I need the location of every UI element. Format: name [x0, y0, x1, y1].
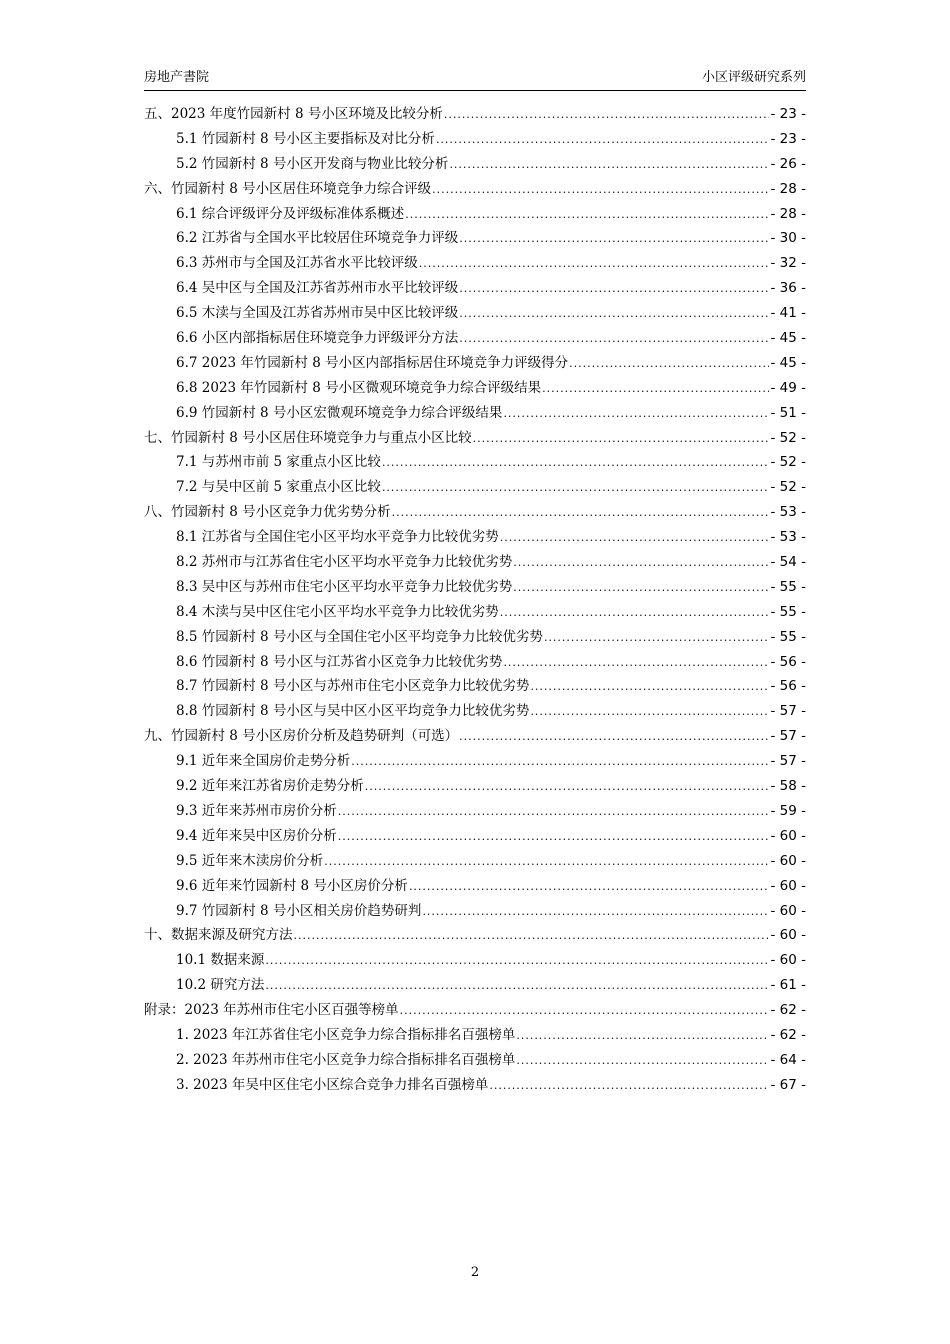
toc-leader-dots [265, 949, 769, 974]
toc-section[interactable] [144, 923, 806, 948]
toc-subsection[interactable] [144, 1048, 806, 1073]
toc-entry-title: 8.1 江苏省与全国住宅小区平均水平竞争力比较优劣势 [176, 529, 499, 546]
toc-entry-page: - 26 - [770, 155, 806, 172]
toc-subsection[interactable] [144, 401, 806, 426]
toc-section[interactable] [144, 998, 806, 1023]
toc-leader-dots [436, 128, 770, 153]
toc-entry-page: - 55 - [770, 578, 806, 595]
toc-subsection[interactable] [144, 948, 806, 973]
toc-leader-dots [409, 875, 770, 900]
toc-section[interactable] [144, 177, 806, 202]
toc-leader-dots [516, 1049, 769, 1074]
toc-entry-title: 6.9 竹园新村 8 号小区宏微观环境竞争力综合评级结果 [176, 404, 503, 421]
toc-entry-page: - 45 - [770, 354, 806, 371]
toc-entry-title: 8.7 竹园新村 8 号小区与苏州市住宅小区竞争力比较优劣势 [176, 678, 530, 695]
toc-section[interactable] [144, 500, 806, 525]
toc-entry-title: 五、2023 年度竹园新村 8 号小区环境及比较分析 [144, 106, 443, 122]
toc-subsection[interactable] [144, 699, 806, 724]
toc-entry-page: - 58 - [770, 778, 806, 795]
toc-entry-page: - 23 - [770, 106, 806, 122]
toc-subsection[interactable] [144, 749, 806, 774]
toc-leader-dots [459, 725, 769, 750]
toc-section[interactable] [144, 102, 806, 127]
toc-subsection[interactable] [144, 650, 806, 675]
toc-entry-page: - 56 - [770, 678, 806, 695]
toc-section[interactable] [144, 426, 806, 451]
toc-entry-page: - 55 - [770, 628, 806, 645]
toc-leader-dots [338, 825, 770, 850]
page-number: 2 [470, 1265, 480, 1280]
toc-entry-title: 10.2 研究方法 [176, 977, 265, 994]
toc-entry-title: 8.3 吴中区与苏州市住宅小区平均水平竞争力比较优劣势 [176, 578, 513, 595]
toc-leader-dots [351, 750, 769, 775]
toc-entry-page: - 45 - [770, 330, 806, 347]
toc-leader-dots [473, 427, 770, 452]
toc-subsection[interactable] [144, 326, 806, 351]
toc-subsection[interactable] [144, 625, 806, 650]
toc-leader-dots [530, 700, 769, 725]
toc-entry-title: 8.8 竹园新村 8 号小区与吴中区小区平均竞争力比较优劣势 [176, 703, 530, 720]
toc-entry-page: - 30 - [770, 230, 806, 247]
toc-subsection[interactable] [144, 973, 806, 998]
toc-entry-page: - 59 - [770, 802, 806, 819]
toc-entry-page: - 54 - [770, 554, 806, 571]
toc-entry-page: - 28 - [770, 205, 806, 222]
toc-leader-dots [265, 974, 769, 999]
toc-entry-page: - 32 - [770, 255, 806, 272]
toc-subsection[interactable] [144, 127, 806, 152]
toc-subsection[interactable] [144, 674, 806, 699]
toc-entry-title: 6.3 苏州市与全国及江苏省水平比较评级 [176, 255, 418, 272]
toc-entry-title: 6.7 2023 年竹园新村 8 号小区内部指标居住环境竞争力评级得分 [176, 354, 569, 371]
toc-entry-page: - 60 - [770, 827, 806, 844]
toc-entry-title: 5.2 竹园新村 8 号小区开发商与物业比较分析 [176, 155, 449, 172]
toc-subsection[interactable] [144, 550, 806, 575]
toc-leader-dots [513, 576, 769, 601]
toc-entry-title: 3. 2023 年吴中区住宅小区综合竞争力排名百强榜单 [176, 1076, 489, 1093]
toc-entry-page: - 52 - [770, 429, 806, 446]
toc-entry-title: 8.5 竹园新村 8 号小区与全国住宅小区平均竞争力比较优劣势 [176, 628, 543, 645]
toc-entry-title: 9.7 竹园新村 8 号小区相关房价趋势研判 [176, 902, 422, 919]
toc-leader-dots [503, 402, 769, 427]
toc-entry-page: - 28 - [770, 180, 806, 197]
table-of-contents [144, 102, 806, 1098]
toc-leader-dots [459, 227, 769, 252]
toc-entry-page: - 53 - [770, 529, 806, 546]
toc-entry-title: 5.1 竹园新村 8 号小区主要指标及对比分析 [176, 130, 435, 147]
page-header [144, 66, 806, 91]
toc-entry-title: 6.1 综合评级评分及评级标准体系概述 [176, 205, 405, 222]
toc-entry-page: - 60 - [770, 952, 806, 969]
toc-entry-title: 2. 2023 年苏州市住宅小区竞争力综合指标排名百强榜单 [176, 1051, 516, 1068]
toc-entry-title: 六、竹园新村 8 号小区居住环境竞争力综合评级 [144, 180, 432, 197]
toc-leader-dots [500, 601, 770, 626]
toc-entry-title: 8.4 木渎与吴中区住宅小区平均水平竞争力比较优劣势 [176, 603, 499, 620]
toc-entry-page: - 23 - [770, 130, 806, 147]
toc-leader-dots [459, 277, 769, 302]
toc-leader-dots [530, 675, 769, 700]
toc-entry-title: 八、竹园新村 8 号小区竞争力优劣势分析 [144, 504, 391, 521]
toc-leader-dots [338, 800, 770, 825]
toc-leader-dots [400, 999, 770, 1024]
toc-subsection[interactable] [144, 774, 806, 799]
toc-entry-page: - 60 - [770, 927, 806, 944]
toc-entry-page: - 57 - [770, 728, 806, 745]
toc-entry-page: - 52 - [770, 479, 806, 496]
toc-leader-dots [449, 153, 769, 178]
toc-leader-dots [382, 476, 770, 501]
toc-subsection[interactable] [144, 1073, 806, 1098]
toc-subsection[interactable] [144, 475, 806, 500]
toc-entry-page: - 57 - [770, 703, 806, 720]
toc-entry-page: - 62 - [770, 1026, 806, 1043]
toc-entry-title: 8.6 竹园新村 8 号小区与江苏省小区竞争力比较优劣势 [176, 653, 503, 670]
toc-leader-dots [382, 451, 770, 476]
toc-entry-page: - 57 - [770, 753, 806, 770]
toc-subsection[interactable] [144, 251, 806, 276]
toc-entry-page: - 55 - [770, 603, 806, 620]
toc-entry-title: 9.1 近年来全国房价走势分析 [176, 753, 351, 770]
toc-subsection[interactable] [144, 874, 806, 899]
toc-leader-dots [516, 1024, 769, 1049]
toc-entry-title: 十、数据来源及研究方法 [144, 927, 293, 944]
toc-subsection[interactable] [144, 301, 806, 326]
toc-leader-dots [294, 924, 770, 949]
toc-entry-title: 6.8 2023 年竹园新村 8 号小区微观环境竞争力综合评级结果 [176, 379, 542, 396]
toc-leader-dots [500, 526, 770, 551]
toc-subsection[interactable] [144, 351, 806, 376]
toc-entry-page: - 49 - [770, 379, 806, 396]
toc-subsection[interactable] [144, 226, 806, 251]
toc-leader-dots [513, 551, 769, 576]
toc-entry-title: 9.3 近年来苏州市房价分析 [176, 802, 337, 819]
toc-entry-title: 1. 2023 年江苏省住宅小区竞争力综合指标排名百强榜单 [176, 1026, 516, 1043]
toc-section[interactable] [144, 724, 806, 749]
toc-entry-title: 10.1 数据来源 [176, 952, 265, 969]
header-publisher: 房地产書院 [144, 70, 210, 85]
toc-entry-title: 8.2 苏州市与江苏省住宅小区平均水平竞争力比较优劣势 [176, 554, 513, 571]
toc-leader-dots [459, 302, 769, 327]
toc-entry-title: 6.6 小区内部指标居住环境竞争力评级评分方法 [176, 330, 459, 347]
toc-entry-page: - 60 - [770, 902, 806, 919]
toc-subsection[interactable] [144, 575, 806, 600]
toc-entry-page: - 51 - [770, 404, 806, 421]
toc-entry-page: - 41 - [770, 305, 806, 322]
toc-entry-title: 9.6 近年来竹园新村 8 号小区房价分析 [176, 877, 408, 894]
toc-leader-dots [324, 850, 769, 875]
toc-leader-dots [432, 178, 769, 203]
toc-entry-title: 7.2 与吴中区前 5 家重点小区比较 [176, 479, 381, 496]
toc-entry-title: 6.2 江苏省与全国水平比较居住环境竞争力评级 [176, 230, 459, 247]
toc-entry-title: 七、竹园新村 8 号小区居住环境竞争力与重点小区比较 [144, 429, 472, 446]
toc-entry-page: - 60 - [770, 852, 806, 869]
toc-leader-dots [489, 1074, 769, 1099]
toc-subsection[interactable] [144, 525, 806, 550]
toc-leader-dots [419, 252, 770, 277]
toc-subsection[interactable] [144, 202, 806, 227]
toc-entry-title: 九、竹园新村 8 号小区房价分析及趋势研判（可选） [144, 728, 459, 745]
toc-subsection[interactable] [144, 600, 806, 625]
toc-entry-page: - 52 - [770, 454, 806, 471]
toc-subsection[interactable] [144, 276, 806, 301]
header-series: 小区评级研究系列 [701, 70, 806, 85]
toc-entry-title: 9.5 近年来木渎房价分析 [176, 852, 324, 869]
toc-leader-dots [405, 203, 769, 228]
toc-leader-dots [503, 651, 769, 676]
toc-entry-page: - 60 - [770, 877, 806, 894]
toc-entry-page: - 53 - [770, 504, 806, 521]
toc-entry-title: 6.4 吴中区与全国及江苏省苏州市水平比较评级 [176, 280, 459, 297]
toc-leader-dots [422, 900, 769, 925]
toc-entry-page: - 67 - [770, 1076, 806, 1093]
toc-leader-dots [392, 501, 770, 526]
toc-leader-dots [459, 327, 769, 352]
toc-subsection[interactable] [144, 799, 806, 824]
toc-subsection[interactable] [144, 152, 806, 177]
toc-entry-page: - 64 - [770, 1051, 806, 1068]
toc-entry-title: 9.4 近年来吴中区房价分析 [176, 827, 337, 844]
toc-entry-page: - 62 - [770, 1002, 806, 1019]
toc-subsection[interactable] [144, 1023, 806, 1048]
toc-entry-page: - 56 - [770, 653, 806, 670]
toc-entry-title: 7.1 与苏州市前 5 家重点小区比较 [176, 454, 381, 471]
toc-entry-title: 6.5 木渎与全国及江苏省苏州市吴中区比较评级 [176, 305, 459, 322]
toc-subsection[interactable] [144, 849, 806, 874]
toc-leader-dots [544, 626, 770, 651]
toc-entry-title: 9.2 近年来江苏省房价走势分析 [176, 778, 364, 795]
toc-leader-dots [542, 377, 769, 402]
toc-leader-dots [444, 103, 770, 128]
toc-subsection[interactable] [144, 450, 806, 475]
toc-leader-dots [569, 352, 769, 377]
toc-subsection[interactable] [144, 824, 806, 849]
toc-entry-title: 附录：2023 年苏州市住宅小区百强等榜单 [144, 1002, 399, 1019]
toc-subsection[interactable] [144, 376, 806, 401]
toc-entry-page: - 61 - [770, 977, 806, 994]
toc-entry-page: - 36 - [770, 280, 806, 297]
toc-subsection[interactable] [144, 899, 806, 924]
toc-leader-dots [365, 775, 770, 800]
